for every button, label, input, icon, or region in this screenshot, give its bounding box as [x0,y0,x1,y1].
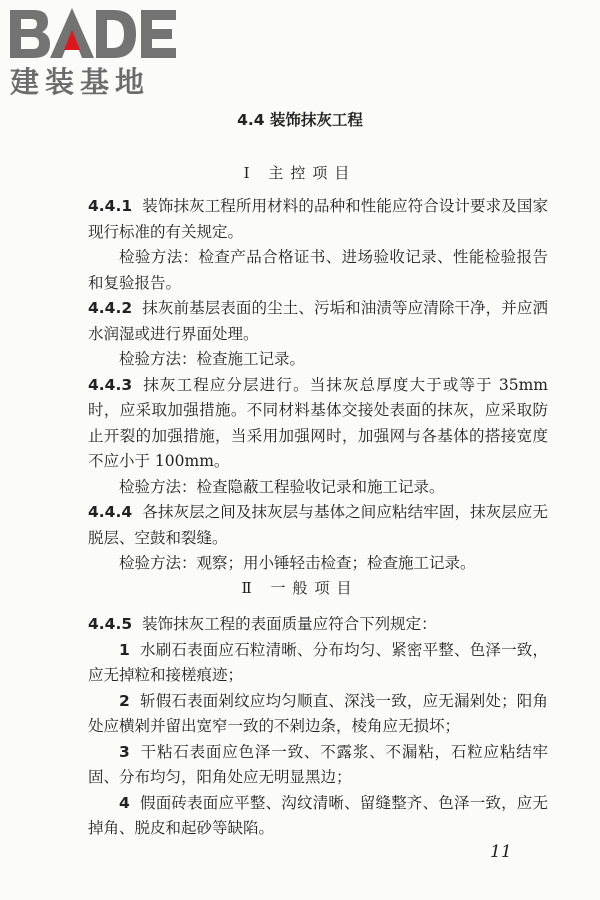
list-item [88,638,548,689]
bade-logo [8,4,178,99]
list-item [88,740,548,791]
subsection-title-main-control: Ⅰ 主控项目 [243,164,357,182]
item-number: 3 [119,742,130,761]
main-control-body [88,194,548,577]
clause-text: 抹灰前基层表面的尘土、污垢和油渍等应清除干净，并应洒水润湿或进行界面处理。 [88,299,548,343]
clause-number: 4.4.4 [88,503,133,521]
inspection-method: 检验方法：观察；用小锤轻击检查；检查施工记录。 [119,554,476,572]
clause-number: 4.4.3 [88,375,133,394]
clause-4-4-2 [88,296,548,347]
inspection-method: 检验方法：检查产品合格证书、进场验收记录、性能检验报告和复验报告。 [88,248,548,292]
item-text: 假面砖表面应平整、沟纹清晰、留缝整齐、色泽一致，应无掉角、脱皮和起砂等缺陷。 [88,793,548,837]
clause-number: 4.4.2 [88,299,133,317]
clause-text: 抹灰工程应分层进行。当抹灰总厚度大于或等于 35mm 时，应采取加强措施。不同材料基体交接处表面的抹灰，应采取防止开裂的加强措施，当采用加强网时，加强网与各基体的搭接宽度不应小于 100mm。 [88,375,548,470]
clause-number: 4.4.1 [88,197,133,215]
inspection-method: 检验方法：检查施工记录。 [119,350,306,368]
list-item [88,791,548,842]
page-number: 11 [490,842,512,862]
clause-text: 各抹灰层之间及抹灰层与基体之间应粘结牢固，抹灰层应无脱层、空鼓和裂缝。 [88,503,548,547]
section-title: 4.4 装饰抹灰工程 [237,111,363,129]
list-item [88,689,548,740]
item-number: 4 [119,793,130,812]
clause-4-4-1 [88,194,548,245]
logo-subtitle: 建装基地 [10,65,151,99]
clause-text: 装饰抹灰工程的表面质量应符合下列规定： [142,615,437,633]
general-items-body [88,612,548,842]
clause-4-4-5 [88,612,548,638]
item-number: 2 [119,691,130,710]
clause-number: 4.4.5 [88,615,133,633]
clause-4-4-4 [88,500,548,551]
bade-wordmark [8,4,178,62]
inspection-method: 检验方法：检查隐蔽工程验收记录和施工记录。 [119,477,445,496]
item-text: 水刷石表面应石粒清晰、分布均匀、紧密平整、色泽一致，应无掉粒和接槎痕迹； [88,640,548,684]
subsection-title-general: Ⅱ 一般项目 [241,579,359,597]
item-number: 1 [119,640,130,659]
item-text: 干粘石表面应色泽一致、不露浆、不漏粘，石粒应粘结牢固、分布均匀，阳角处应无明显黑边； [88,742,548,786]
clause-4-4-3 [88,373,548,475]
item-text: 斩假石表面剁纹应均匀顺直、深浅一致，应无漏剁处；阳角处应横剁并留出宽窄一致的不剁边条，棱角应无损坏； [88,691,548,735]
clause-text: 装饰抹灰工程所用材料的品种和性能应符合设计要求及国家现行标准的有关规定。 [88,197,548,241]
